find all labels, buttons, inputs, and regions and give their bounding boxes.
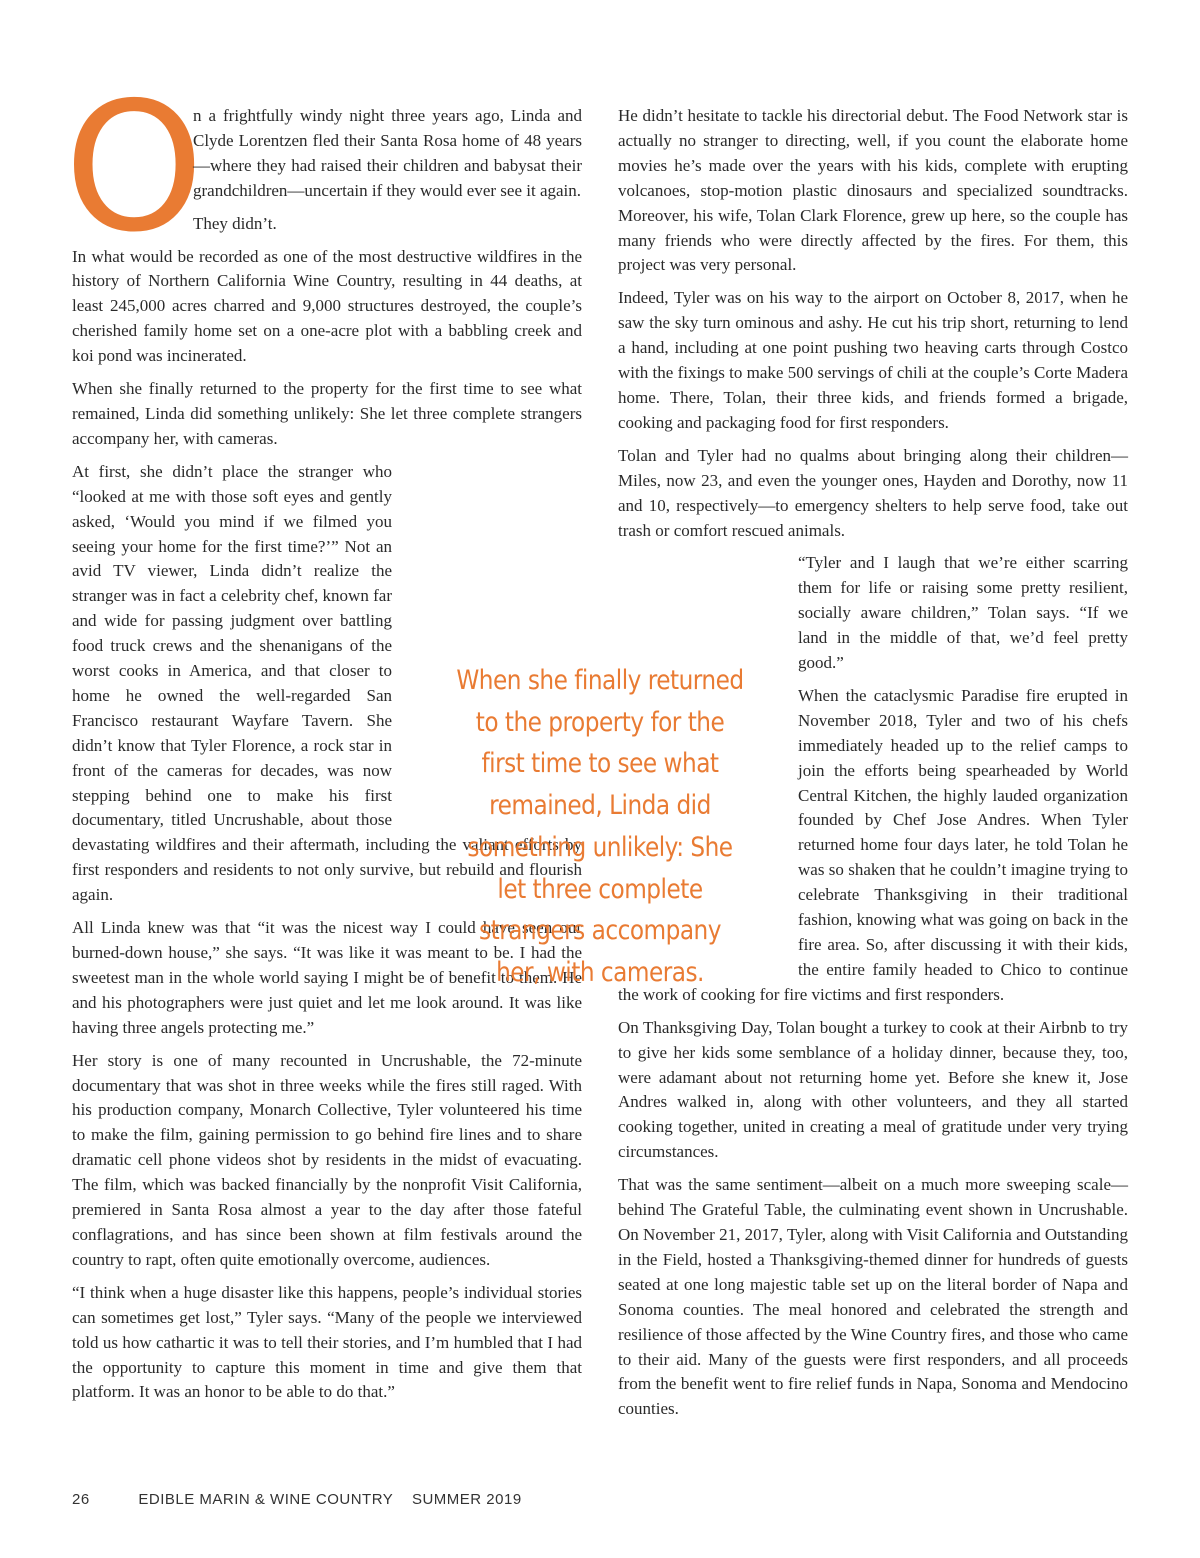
article-paragraph: At first, she didn’t place the stranger who “looked at me with those soft eyes and gently asked, ‘Would you mind if we filmed you seeing your home for the first time?’” Not an avid TV viewer, Linda didn’t realize the stranger was in fact a celebrity chef, known far and wide for passing judgment over battling food truck crews and the shenanigans of the worst cooks in America, and that closer to home he owned the well-regarded San Francisco restaurant Wayfare Tavern. She didn’t know that Tyler Florence, a rock star in front of the cameras for decades, was now stepping behind one to make his first documentary, titled Uncrushable, about those devastating wildfires and their aftermath, including the valiant efforts by first responders and residents to not only survive, but rebuild and flourish again. bbox=[72, 461, 582, 905]
article-paragraph: On Thanksgiving Day, Tolan bought a turkey to cook at their Airbnb to try to give her kids some semblance of a holiday dinner, because they, too, were adamant about not returning home yet. Before she knew it, Jose Andres walked in, along with other volunteers, and they all started cooking together, united in creating a meal of gratitude under very trying circumstances. bbox=[618, 1017, 1128, 1162]
issue-date: SUMMER 2019 bbox=[411, 1491, 522, 1508]
publication-name: EDIBLE MARIN & WINE COUNTRY bbox=[138, 1491, 394, 1508]
article-paragraph: “I think when a huge disaster like this happens, people’s individual stories can sometimes get lost,” Tyler says. “Many of the people we interviewed told us how cathartic it was to tell their stories, and I’m humbled that I had the opportunity to capture this moment in time and give them that platform. It was an honor to be able to do that.” bbox=[72, 1282, 582, 1402]
article-paragraph: They didn’t. bbox=[193, 213, 277, 233]
article-paragraph: Her story is one of many recounted in Uncrushable, the 72-minute documentary that was shot in three weeks while the fires still raged. With his production company, Monarch Collective, Tyler volunteered his time to make the film, gaining permission to go behind fire lines and to share dramatic cell phone videos shot by residents in the midst of evacuating. The film, which was backed financially by the nonprofit Visit California, premiered in Santa Rosa almost a year to the day after those fateful conflagrations, and has since been shown at film festivals around the country to rapt, often quite emotionally overcome, audiences. bbox=[72, 1050, 582, 1269]
pull-quote: When she finally returned to the property for the first time to see what remained, Linda did something unlikely: She let three complete strangers accompany her, with cameras. bbox=[456, 665, 744, 988]
article-paragraph: n a frightfully windy night three years ago, Linda and Clyde Lorentzen fled their Santa Rosa home of 48 years—where they had raised their children and babysat their grandchildren—uncertain if they would ever see it again. bbox=[193, 106, 582, 200]
article-paragraph: When the cataclysmic Paradise fire erupted in November 2018, Tyler and two of his chefs immediately headed up to the relief camps to join the efforts being spearheaded by World Central Kitchen, the highly lauded organization founded by Chef Jose Andres. When Tyler returned home four days later, he told Tolan he was so shaken that he couldn’t imagine trying to celebrate Thanksgiving in their traditional fashion, knowing what was going on back in the fire area. So, after discussing it with their kids, the entire family headed to Chico to continue the work of cooking for fire victims and first responders. bbox=[618, 685, 1128, 1004]
article-paragraph: Tolan and Tyler had no qualms about bringing along their children—Miles, now 23, and even the younger ones, Hayden and Dorothy, now 11 and 10, respectively—to emergency shelters to help serve food, take out trash or comfort rescued animals. bbox=[618, 445, 1128, 540]
drop-cap: O bbox=[64, 64, 205, 271]
article-paragraph: That was the same sentiment—albeit on a much more sweeping scale—behind The Grateful Table, the culminating event shown in Uncrushable. On November 21, 2017, Tyler, along with Visit California and Outstanding in the Field, hosted a Thanksgiving-themed dinner for hundreds of guests seated at one long majestic table set up on the literal border of Napa and Sonoma counties. The meal honored and celebrated the strength and resilience of those affected by the Wine Country fires, and those who came to their aid. Many of the guests were first responders, and all proceeds from the benefit went to fire relief funds in Napa, Sonoma and Mendocino counties. bbox=[618, 1175, 1128, 1419]
article-paragraph: “Tyler and I laugh that we’re either scarring them for life or raising some pretty resilient, socially aware children,” Tolan says. “If we land in the middle of that, we’d feel pretty good.” bbox=[798, 553, 1128, 673]
page-number: 26 bbox=[72, 1491, 90, 1508]
article-paragraph: Indeed, Tyler was on his way to the airport on October 8, 2017, when he saw the sky turn ominous and ashy. He cut his trip short, returning to lend a hand, including at one point pushing two heaving carts through Costco with the fixings to make 500 servings of chili at the couple’s Corte Madera home. There, Tolan, their three kids, and friends formed a brigade, cooking and packaging food for first responders. bbox=[618, 288, 1128, 432]
article-paragraph: In what would be recorded as one of the most destructive wildfires in the history of Northern California Wine Country, resulting in 44 deaths, at least 245,000 acres charred and 9,000 structures destroyed, the couple’s cherished family home set on a one-acre plot with a babbling creek and koi pond was incinerated. bbox=[72, 246, 582, 366]
page-footer bbox=[72, 1491, 522, 1508]
article-paragraph: He didn’t hesitate to tackle his directorial debut. The Food Network star is actually no stranger to directing, well, if you count the elaborate home movies he’s made over the years with his kids, complete with erupting volcanoes, stop-motion plastic dinosaurs and specialized soundtracks. Moreover, his wife, Tolan Clark Florence, grew up here, so the couple has many friends who were directly affected by the fires. For them, this project was very personal. bbox=[618, 106, 1128, 275]
article-paragraph: When she finally returned to the property for the first time to see what remained, Linda did something unlikely: She let three complete strangers accompany her, with cameras. bbox=[72, 379, 582, 448]
article-paragraph: All Linda knew was that “it was the nicest way I could have seen our burned-down house,” she says. “It was like it was meant to be. I had the sweetest man in the whole world saying I might be of benefit to them. He and his photographers were just quiet and let me look around. It was like having three angels protecting me.” bbox=[72, 918, 582, 1037]
